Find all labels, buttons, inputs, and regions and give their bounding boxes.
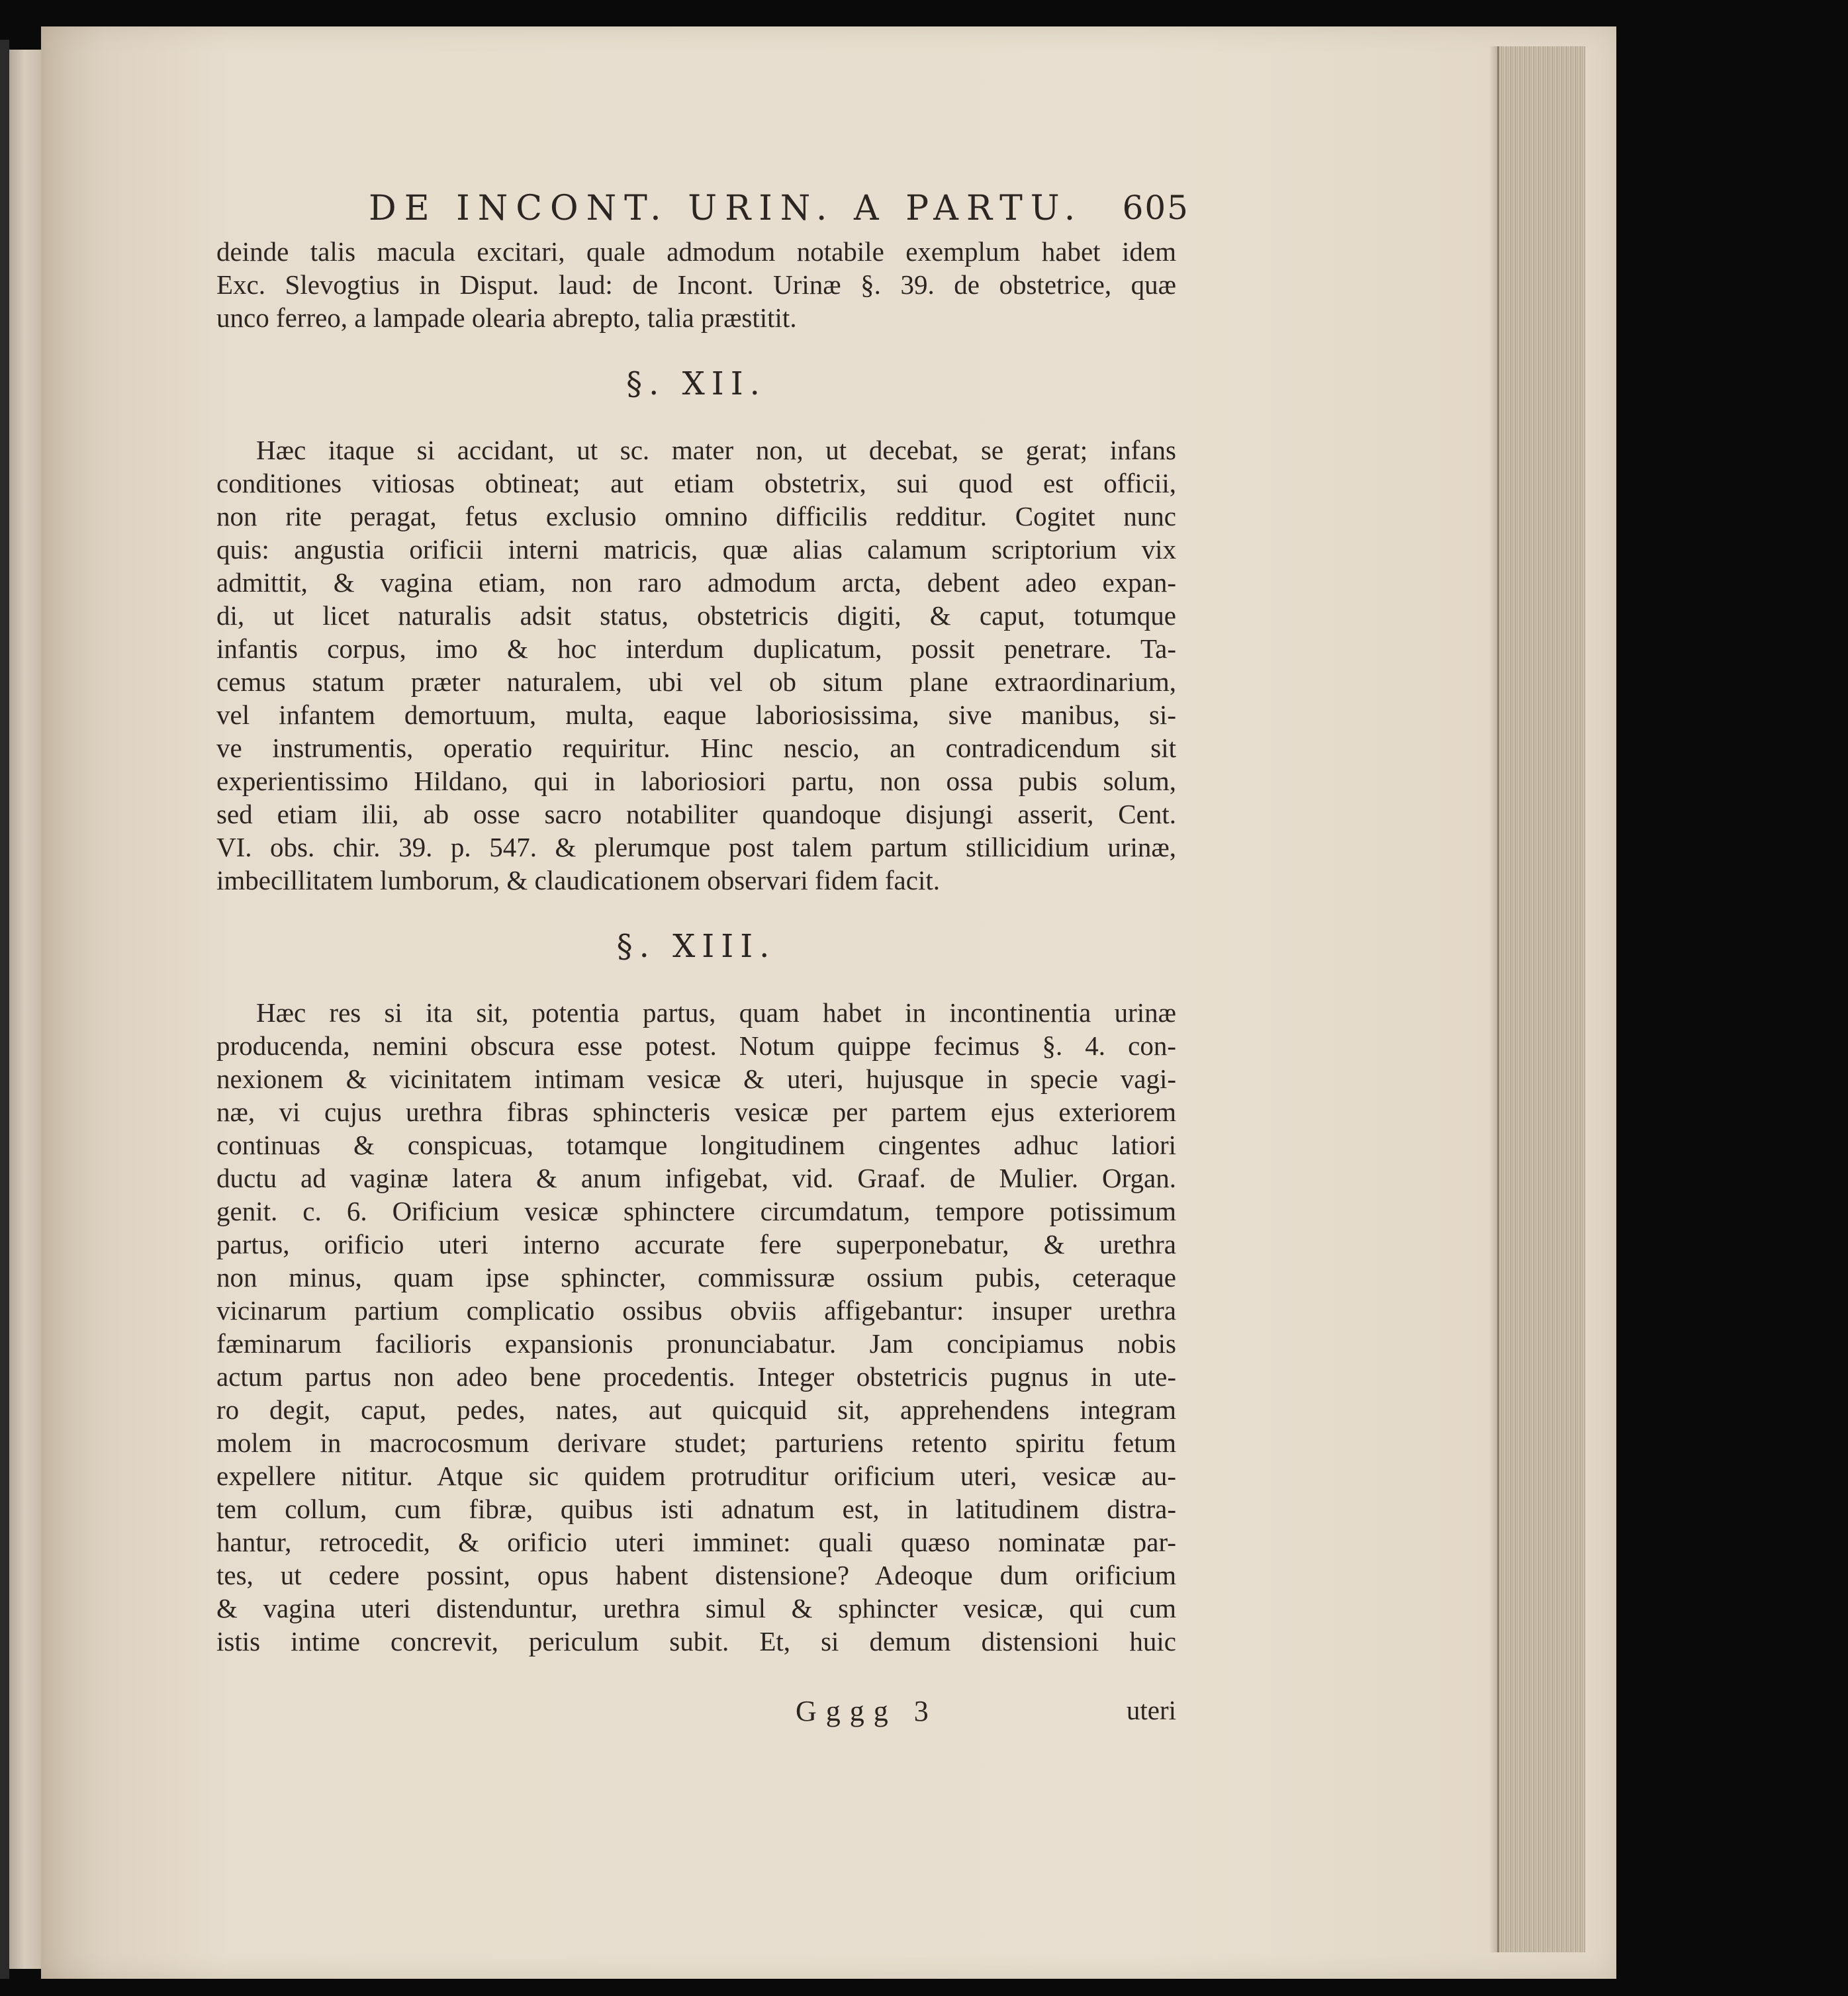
text-line: actum partus non adeo bene procedentis. Integer obstetricis pugnus in ute-: [216, 1361, 1176, 1392]
book-fore-edge: [1497, 46, 1585, 1952]
text-line: Hæc itaque si accidant, ut sc. mater non, ut decebat, se gerat; infans: [256, 435, 1176, 465]
text-line: VI. obs. chir. 39. p. 547. & plerumque post talem partum stillicidium urinæ,: [216, 832, 1176, 862]
text-line: cemus statum præter naturalem, ubi vel ob situm plane extraordinarium,: [216, 666, 1176, 697]
page-header: [369, 189, 1189, 242]
text-line: sed etiam ilii, ab osse sacro notabiliter quandoque disjungi asserit, Cent.: [216, 799, 1176, 829]
text-line: producenda, nemini obscura esse potest. Notum quippe fecimus §. 4. con-: [216, 1030, 1176, 1061]
text-line: non minus, quam ipse sphincter, commissuræ ossium pubis, ceteraque: [216, 1262, 1176, 1293]
text-line: & vagina uteri distenduntur, urethra simul & sphincter vesicæ, qui cum: [216, 1593, 1176, 1623]
page-footer: [796, 1694, 1176, 1734]
text-line: næ, vi cujus urethra fibras sphincteris vesicæ per partem ejus exteriorem: [216, 1097, 1176, 1127]
main-text: [216, 235, 1176, 1658]
section-heading-13: §. XIII.: [616, 928, 776, 965]
text-line: tes, ut cedere possint, opus habent distensione? Adeoque dum orificium: [216, 1560, 1176, 1590]
text-line: continuas & conspicuas, totamque longitudinem cingentes adhuc latiori: [216, 1130, 1176, 1160]
text-line: ro degit, caput, pedes, nates, aut quicquid sit, apprehendens integram: [216, 1394, 1176, 1425]
text-line: ductu ad vaginæ latera & anum infigebat, vid. Graaf. de Mulier. Organ.: [216, 1163, 1176, 1193]
signature-mark: Gggg 3: [796, 1695, 938, 1727]
text-line: molem in macrocosmum derivare studet; parturiens retento spiritu fetum: [216, 1428, 1176, 1458]
page-number: 605: [1122, 189, 1189, 227]
text-line: ve instrumentis, operatio requiritur. Hinc nescio, an contradicendum sit: [216, 733, 1176, 763]
text-line: imbecillitatem lumborum, & claudicationem observari fidem facit.: [216, 865, 940, 895]
text-line: Exc. Slevogtius in Disput. laud: de Incont. Urinæ §. 39. de obstetrice, quæ: [216, 269, 1176, 300]
text-line: deinde talis macula excitari, quale admodum notabile exemplum habet idem: [216, 236, 1176, 267]
text-line: tem collum, cum fibræ, quibus isti adnatum est, in latitudinem distra-: [216, 1494, 1176, 1524]
catchword: uteri: [1126, 1695, 1176, 1725]
text-line: nexionem & vicinitatem intimam vesicæ & uteri, hujusque in specie vagi-: [216, 1064, 1176, 1094]
text-line: hantur, retrocedit, & orificio uteri imminet: quali quæso nominatæ par-: [216, 1527, 1176, 1557]
text-line: infantis corpus, imo & hoc interdum duplicatum, possit penetrare. Ta-: [216, 633, 1176, 664]
book-page: [41, 26, 1616, 1979]
text-line: istis intime concrevit, periculum subit. Et, si demum distensioni huic: [216, 1626, 1176, 1656]
section-heading-12: §. XII.: [626, 365, 766, 402]
text-line: admittit, & vagina etiam, non raro admodum arcta, debent adeo expan-: [216, 567, 1176, 598]
text-line: partus, orificio uteri interno accurate fere superponebatur, & urethra: [216, 1229, 1176, 1259]
left-cover-edge: [0, 40, 9, 1979]
text-line: Hæc res si ita sit, potentia partus, quam habet in incontinentia urinæ: [256, 997, 1176, 1028]
running-head: DE INCONT. URIN. A PARTU.: [369, 189, 1084, 228]
text-line: unco ferreo, a lampade olearia abrepto, talia præstitit.: [216, 302, 797, 333]
text-line: di, ut licet naturalis adsit status, obstetricis digiti, & caput, totumque: [216, 600, 1176, 631]
text-line: fæminarum facilioris expansionis pronunciabatur. Jam concipiamus nobis: [216, 1328, 1176, 1359]
text-line: vicinarum partium complicatio ossibus obviis affigebantur: insuper urethra: [216, 1295, 1176, 1326]
text-line: vel infantem demortuum, multa, eaque laboriosissima, sive manibus, si-: [216, 700, 1176, 730]
text-line: non rite peragat, fetus exclusio omnino difficilis redditur. Cogitet nunc: [216, 501, 1176, 531]
text-line: genit. c. 6. Orificium vesicæ sphinctere circumdatum, tempore potissimum: [216, 1196, 1176, 1226]
text-line: experientissimo Hildano, qui in laboriosiori partu, non ossa pubis solum,: [216, 766, 1176, 796]
text-line: conditiones vitiosas obtineat; aut etiam obstetrix, sui quod est officii,: [216, 468, 1176, 498]
text-line: quis: angustia orificii interni matricis, quæ alias calamum scriptorium vix: [216, 534, 1176, 565]
text-line: expellere nititur. Atque sic quidem protruditur orificium uteri, vesicæ au-: [216, 1461, 1176, 1491]
